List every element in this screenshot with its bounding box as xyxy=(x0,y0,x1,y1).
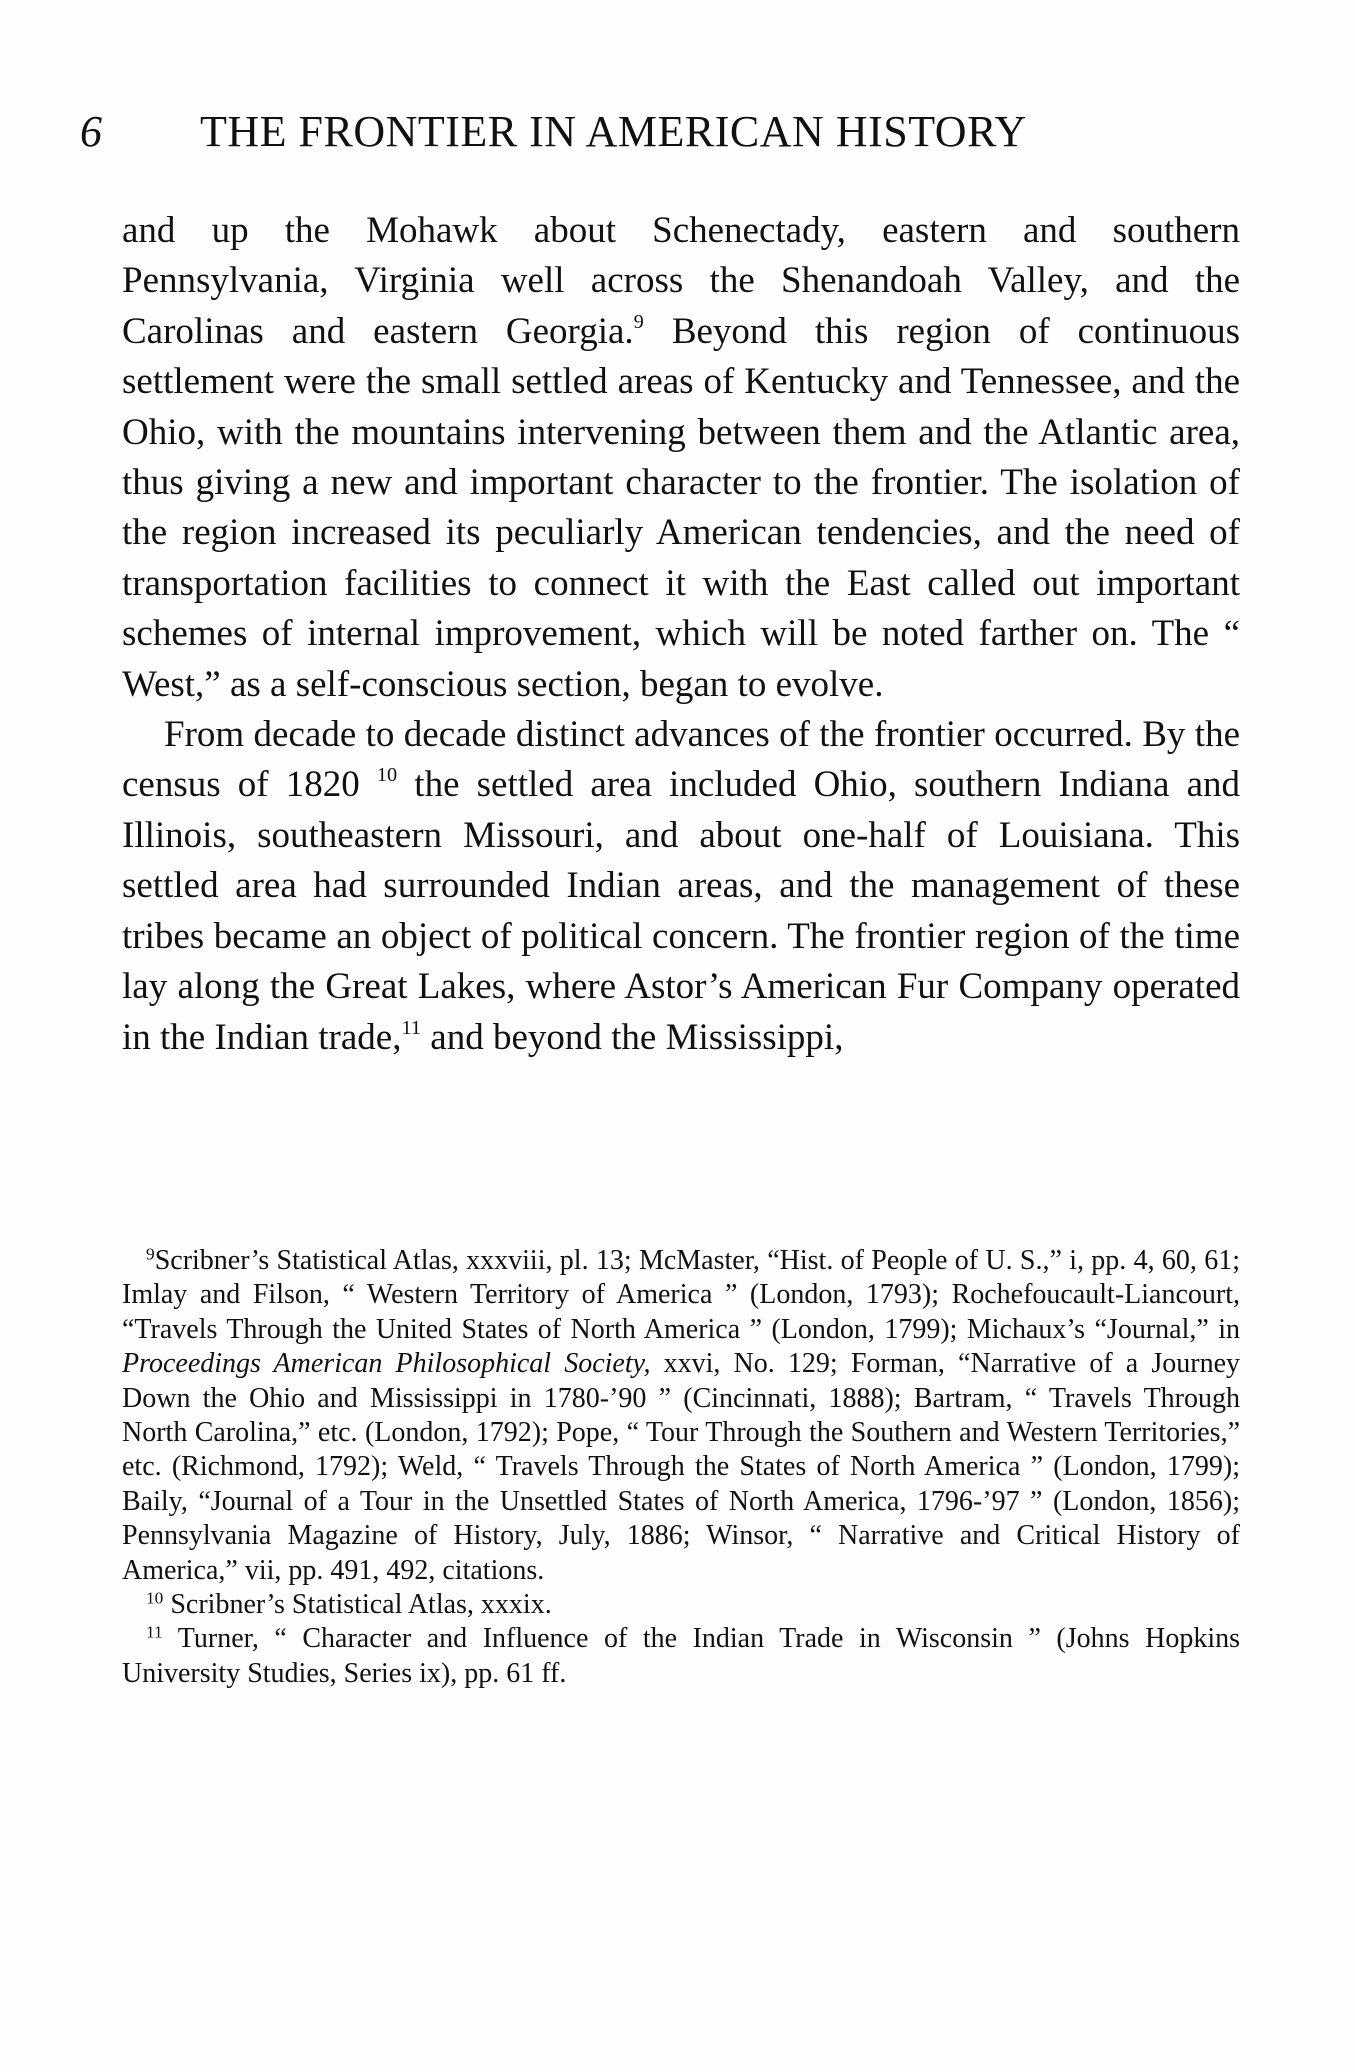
footnote-ref-11: 11 xyxy=(401,1016,422,1039)
paragraph-2-text-c: and beyond the Mississippi, xyxy=(421,1016,844,1058)
footnote-10-text: Scribner’s Statistical Atlas, xxxix. xyxy=(163,1589,552,1621)
footnote-9-text-a: Scribner’s Statistical Atlas, xxxviii, pl. 13; McMaster, “Hist. of People of U. S.,” i, pp. 4, 60, 61; Imlay and Filson, “ Western Territory of America ” (London, 1793); Rochefoucault-Liancourt, “Travels Through the United States of North America ” (London, 1799); Michaux’s “Journal,” in xyxy=(122,1245,1240,1345)
footnote-ref-9: 9 xyxy=(633,310,644,333)
footnote-10-mark: 10 xyxy=(146,1588,164,1608)
running-title: THE FRONTIER IN AMERICAN HISTORY xyxy=(200,107,1027,156)
paragraph-1-text-a: and up the Mohawk about Schenectady, eastern and southern Pennsylvania, Virginia well across the Shenandoah Valley, and the Carolinas and eastern Georgia. xyxy=(122,210,1240,352)
page-number: 6 xyxy=(80,107,103,156)
footnote-11-text: Turner, “ Character and Influence of the Indian Trade in Wisconsin ” (Johns Hopkins University Studies, Series ix), pp. 61 ff. xyxy=(122,1623,1240,1689)
running-header xyxy=(80,106,1120,166)
paragraph-2-text-b: the settled area included Ohio, southern Indiana and Illinois, southeastern Missouri, and about one-half of Louisiana. This settled area had surrounded Indian areas, and the management of these tribes became an object of political concern. The frontier region of the time lay along the Great Lakes, where Astor’s American Fur Company operated in the Indian trade, xyxy=(122,764,1240,1058)
footnote-9-mark: 9 xyxy=(146,1244,155,1264)
footnotes xyxy=(122,1244,1240,1691)
footnote-11 xyxy=(122,1622,1240,1691)
footnote-9-text-b: xxvi, No. 129; Forman, “Narrative of a Journey Down the Ohio and Mississippi in 1780-’90 ” (Cincinnati, 1888); Bartram, “ Travels Through North Carolina,” etc. (London, 1792); Pope, “ Tour Through the Southern and Western Territories,” etc. (Richmond, 1792); Weld, “ Travels Through the States of North America ” (London, 1799); Baily, “Journal of a Tour in the Unsettled States of North America, 1796-’97 ” (London, 1856); Pennsylvania Magazine of History, July, 1886; Winsor, “ Narrative and Critical History of America,” vii, pp. 491, 492, citations. xyxy=(122,1348,1240,1586)
footnote-9 xyxy=(122,1244,1240,1588)
footnote-ref-10: 10 xyxy=(376,764,398,787)
main-text xyxy=(122,206,1240,1063)
footnote-10 xyxy=(122,1588,1240,1622)
paragraph-2 xyxy=(122,710,1240,1063)
paragraph-2-text-a: From decade to decade distinct advances of the frontier occurred. By the census of 1820 xyxy=(122,714,1240,806)
footnote-11-mark: 11 xyxy=(146,1622,163,1642)
footnote-9-italic-title: Proceedings American Philosophical Society, xyxy=(122,1348,651,1380)
paragraph-1 xyxy=(122,206,1240,710)
paragraph-1-text-b: Beyond this region of continuous settlement were the small settled areas of Kentucky and Tennessee, and the Ohio, with the mountains intervening between them and the Atlantic area, thus giving a new and important character to the frontier. The isolation of the region increased its peculiarly American tendencies, and the need of transportation facilities to connect it with the East called out important schemes of internal improvement, which will be noted farther on. The “ West,” as a self-conscious section, began to evolve. xyxy=(122,310,1240,705)
